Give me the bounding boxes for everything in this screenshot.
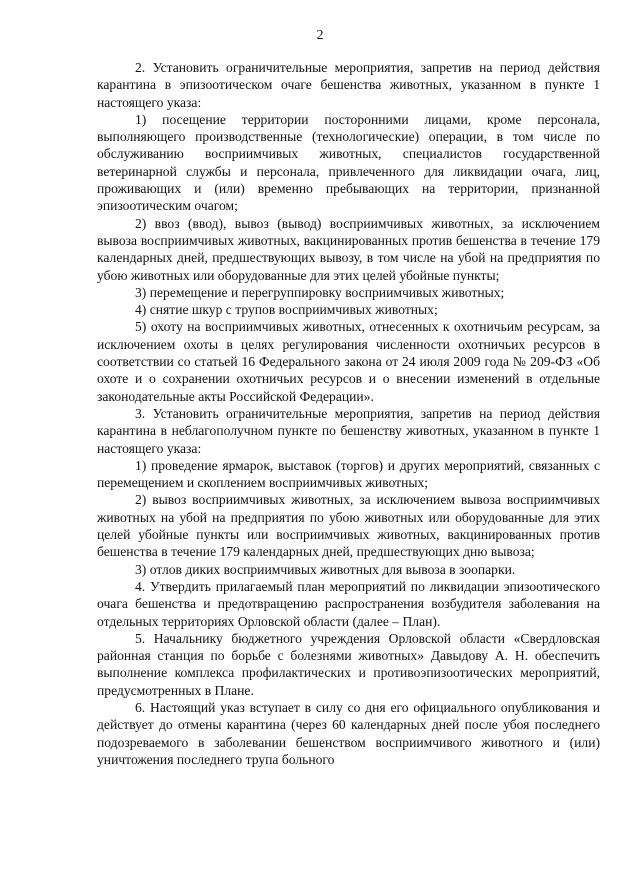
paragraph-item-6: 6. Настоящий указ вступает в силу со дня его официального опубликования и действует до отмены карантина (через 60 календарных дней после убоя последнего подозреваемого в заболевании бешенством восприимчивого животного и (или) уничтожения последнего трупа больного bbox=[97, 699, 600, 767]
paragraph-subitem-2-3: 3) перемещение и перегруппировку восприимчивых животных; bbox=[135, 284, 505, 300]
paragraph-subitem-2-2: 2) ввоз (ввод), вывоз (вывод) восприимчивых животных, за исключением вывоза восприимчивых животных, вакцинированных против бешенства в течение 179 календарных дней, предшествующих вывозу, в том числе на убой на предприятия по убою животных или оборудованные для этих целей убойные пункты; bbox=[97, 215, 600, 283]
paragraph-subitem-3-2: 2) вывоз восприимчивых животных, за исключением вывоза восприимчивых животных на убой на предприятия по убою животных или оборудованные для этих целей убойные пункты или восприимчивых животных, вакцинированных против бешенства в течение 179 календарных дней, предшествующих дню вывоза; bbox=[97, 492, 600, 560]
document-body bbox=[97, 59, 600, 768]
paragraph-subitem-2-5: 5) охоту на восприимчивых животных, отнесенных к охотничьим ресурсам, за исключением охоты в целях регулирования численности охотничьих ресурсов в соответствии со статьей 16 Федерального закона от 24 июля 2009 года № 209-ФЗ «Об охоте и о сохранении охотничьих ресурсов и о внесении изменений в отдельные законодательные акты Российской Федерации». bbox=[97, 319, 600, 404]
paragraph-subitem-3-1: 1) проведение ярмарок, выставок (торгов) и других мероприятий, связанных с перемещением и скоплением восприимчивых животных; bbox=[97, 457, 600, 491]
paragraph-item-5: 5. Начальнику бюджетного учреждения Орловской области «Свердловская районная станция по борьбе с болезнями животных» Давыдову А. Н. обеспечить выполнение комплекса профилактических и противоэпизоотических мероприятий, предусмотренных в Плане. bbox=[97, 630, 600, 698]
paragraph-subitem-2-4: 4) снятие шкур с трупов восприимчивых животных; bbox=[135, 302, 438, 318]
paragraph-item-3: 3. Установить ограничительные мероприятия, запретив на период действия карантина в неблагополучном пункте по бешенству животных, указанном в пункте 1 настоящего указа: bbox=[97, 405, 600, 456]
paragraph-subitem-3-3: 3) отлов диких восприимчивых животных для вывоза в зоопарки. bbox=[135, 561, 516, 577]
paragraph-item-4: 4. Утвердить прилагаемый план мероприятий по ликвидации эпизоотического очага бешенства и предотвращению распространения возбудителя заболевания на отдельных территориях Орловской области (далее – План). bbox=[97, 578, 600, 629]
page-number: 2 bbox=[316, 28, 324, 43]
paragraph-subitem-2-1: 1) посещение территории посторонними лицами, кроме персонала, выполняющего производственные (технологические) операции, в том числе по обслуживанию восприимчивых животных, специалистов государственной ветеринарной службы и персонала, привлеченного для ликвидации очага, лиц, проживающих и (или) временно пребывающих на территории, признанной эпизоотическим очагом; bbox=[97, 111, 600, 214]
paragraph-item-2: 2. Установить ограничительные мероприятия, запретив на период действия карантина в эпизоотическом очаге бешенства животных, указанном в пункте 1 настоящего указа: bbox=[97, 60, 600, 110]
